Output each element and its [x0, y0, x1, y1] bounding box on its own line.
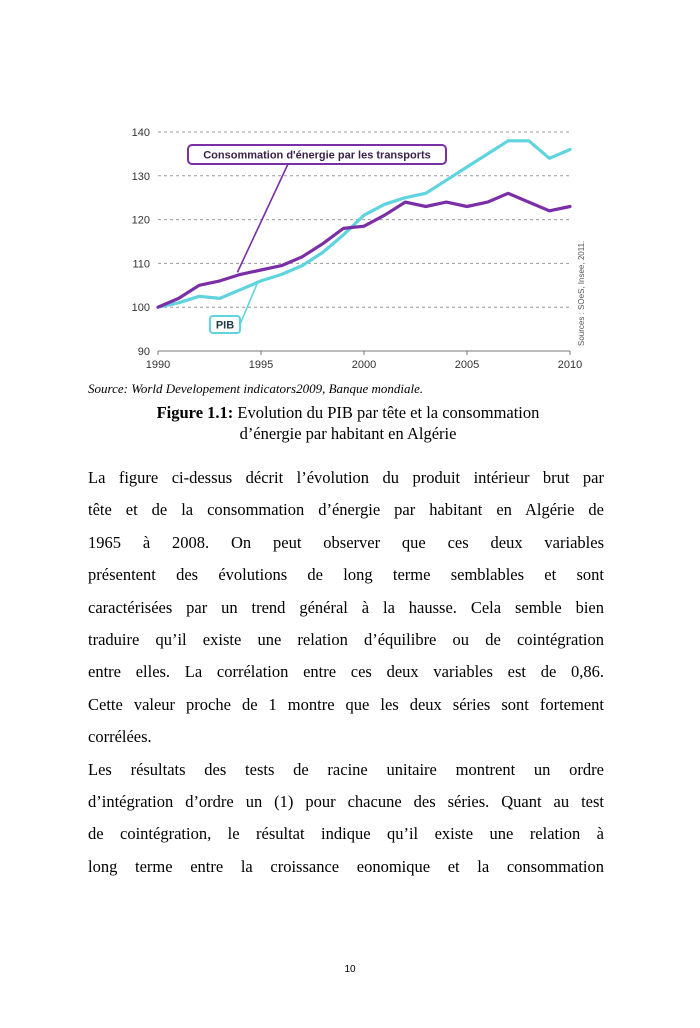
text-line: de cointégration, le résultat indique qu’il existe une relation à	[88, 824, 604, 844]
line-chart	[118, 118, 598, 380]
figure-caption	[88, 402, 608, 444]
chart-annotations	[188, 145, 586, 346]
text-line: traduire qu’il existe une relation d’équilibre ou de cointégration	[88, 630, 604, 650]
y-tick-label: 130	[131, 170, 150, 183]
chart-series	[158, 141, 570, 307]
legend-label-pib: PIB	[215, 319, 235, 332]
chart-source-note: Sources : SOeS, Insee, 2011.	[577, 240, 586, 346]
legend-label-energy: Consommation d'énergie par les transports	[203, 149, 431, 162]
text-line: Cette valeur proche de 1 montre que les deux séries sont fortement	[88, 694, 604, 714]
y-tick-label: 120	[131, 214, 150, 227]
text-line: caractérisées par un trend général à la hausse. Cela semble bien	[88, 597, 604, 617]
text-line: long terme entre la croissance eonomique et la consommation	[88, 856, 604, 876]
text-line: entre elles. La corrélation entre ces deux variables est de 0,86.	[88, 662, 604, 682]
y-tick-label: 110	[132, 258, 150, 271]
text-line: 1965 à 2008. On peut observer que ces deux variables	[88, 532, 604, 552]
page-number: 10	[344, 964, 356, 975]
y-axis-ticks	[132, 127, 150, 358]
text-line: d’intégration d’ordre un (1) pour chacune des séries. Quant au test	[88, 792, 604, 812]
legend-pointer	[237, 164, 288, 272]
x-tick-label: 1995	[248, 359, 274, 371]
figure-label: Figure 1.1:	[156, 403, 234, 422]
text-line: tête et de la consommation d’énergie par habitant en Algérie de	[88, 500, 604, 520]
x-tick-label: 2010	[557, 359, 583, 371]
x-tick-label: 2000	[351, 359, 377, 371]
y-tick-label: 90	[137, 346, 150, 358]
y-tick-label: 140	[131, 127, 150, 139]
text-line: La figure ci-dessus décrit l’évolution du produit intérieur brut par	[88, 468, 604, 487]
text-line: corrélées.	[88, 727, 152, 747]
text-line: présentent des évolutions de long terme semblables et sont	[88, 565, 604, 585]
series-line	[158, 193, 570, 307]
x-axis-ticks	[146, 351, 582, 371]
y-tick-label: 100	[131, 302, 150, 315]
x-tick-label: 2005	[454, 359, 480, 371]
figure-title-line2: d’énergie par habitant en Algérie	[239, 424, 457, 443]
text-line: Les résultats des tests de racine unitaire montrent un ordre	[88, 759, 604, 779]
x-tick-label: 1990	[145, 359, 171, 371]
figure-title-line1: Evolution du PIB par tête et la consommation	[233, 403, 540, 422]
figure-caption-line1	[88, 402, 608, 423]
figure-source: Source: World Developement indicators2009, Banque mondiale.	[88, 381, 424, 396]
body-text	[88, 462, 604, 883]
